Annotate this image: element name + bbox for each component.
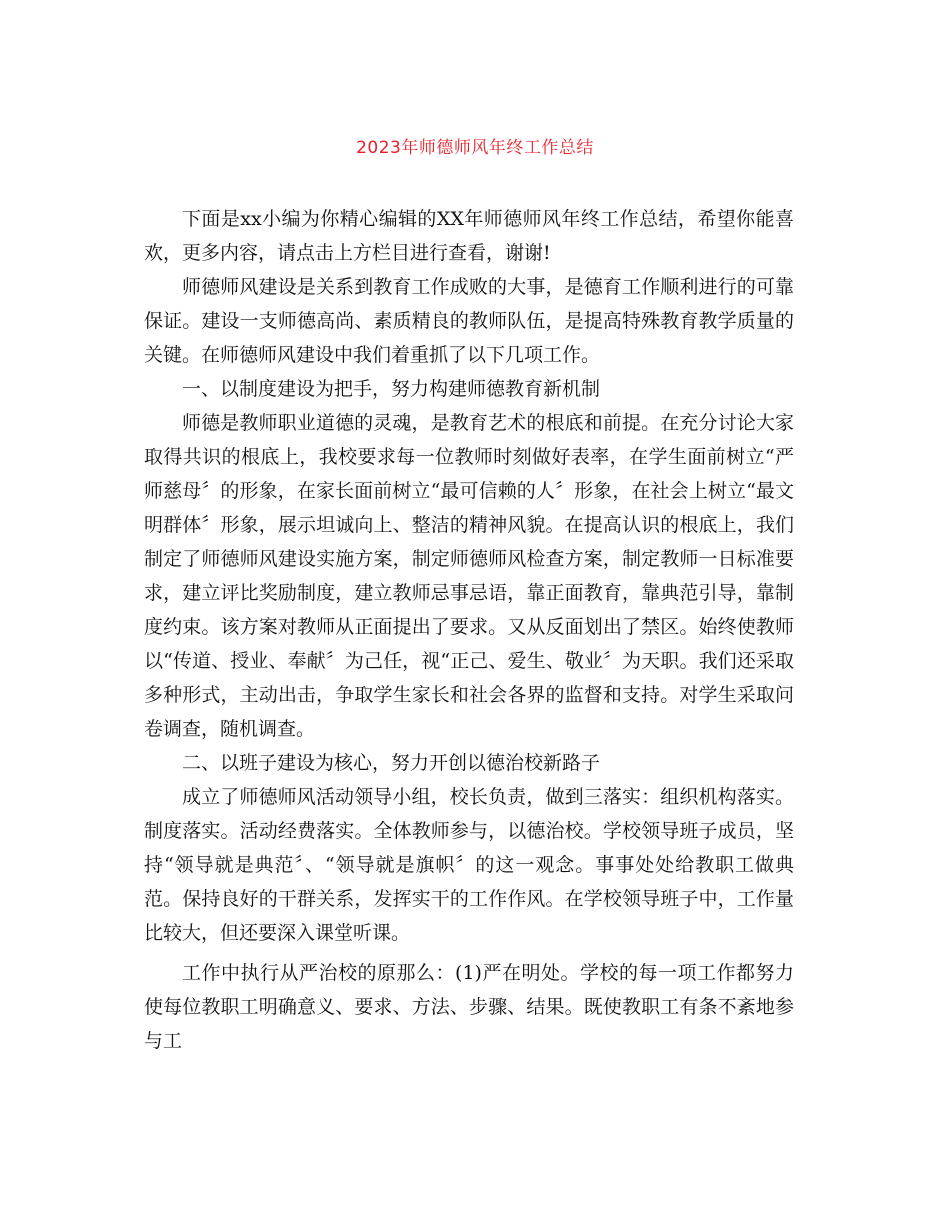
section-heading-2: 二、以班子建设为核心，努力开创以德治校新路子: [182, 752, 601, 774]
paragraph-intro: 下面是xx小编为你精心编辑的XX年师德师风年终工作总结，希望你能喜欢，更多内容，请点击上方栏目进行查看，谢谢!: [144, 208, 794, 264]
paragraph-overview: 师德师风建设是关系到教育工作成败的大事，是德育工作顺利进行的可靠保证。建设一支师德高尚、素质精良的教师队伍，是提高特殊教育教学质量的关键。在师德师风建设中我们着重抓了以下几项工作。: [144, 276, 794, 366]
paragraph-strict-management: 工作中执行从严治校的原那么：(1)严在明处。学校的每一项工作都努力使每位教职工明确意义、要求、方法、步骤、结果。既使教职工有条不紊地参与工: [144, 962, 794, 1052]
document-body: [144, 202, 794, 1058]
paragraph-section-2: 成立了师德师风活动领导小组，校长负责，做到三落实：组织机构落实。制度落实。活动经费落实。全体教师参与，以德治校。学校领导班子成员，坚持“领导就是典范〞、“领导就是旗帜〞的这一观念。事事处处给教职工做典范。保持良好的干群关系，发挥实干的工作作风。在学校领导班子中，工作量比较大，但还要深入课堂听课。: [144, 786, 794, 944]
document-title: 2023年师德师风年终工作总结: [356, 138, 594, 158]
paragraph-section-1: 师德是教师职业道德的灵魂，是教育艺术的根底和前提。在充分讨论大家取得共识的根底上，我校要求每一位教师时刻做好表率，在学生面前树立“严师慈母〞的形象，在家长面前树立“最可信赖的人〞形象，在社会上树立“最文明群体〞形象，展示坦诚向上、整洁的精神风貌。在提高认识的根底上，我们制定了师德师风建设实施方案，制定师德师风检查方案，制定教师一日标准要求，建立评比奖励制度，建立教师忌事忌语，靠正面教育，靠典范引导，靠制度约束。该方案对教师从正面提出了要求。又从反面划出了禁区。始终使教师以“传道、授业、奉献〞为己任，视“正己、爱生、敬业〞为天职。我们还采取多种形式，主动出击，争取学生家长和社会各界的监督和支持。对学生采取问卷调查，随机调查。: [144, 412, 794, 740]
section-heading-1: 一、以制度建设为把手，努力构建师德教育新机制: [182, 378, 601, 400]
